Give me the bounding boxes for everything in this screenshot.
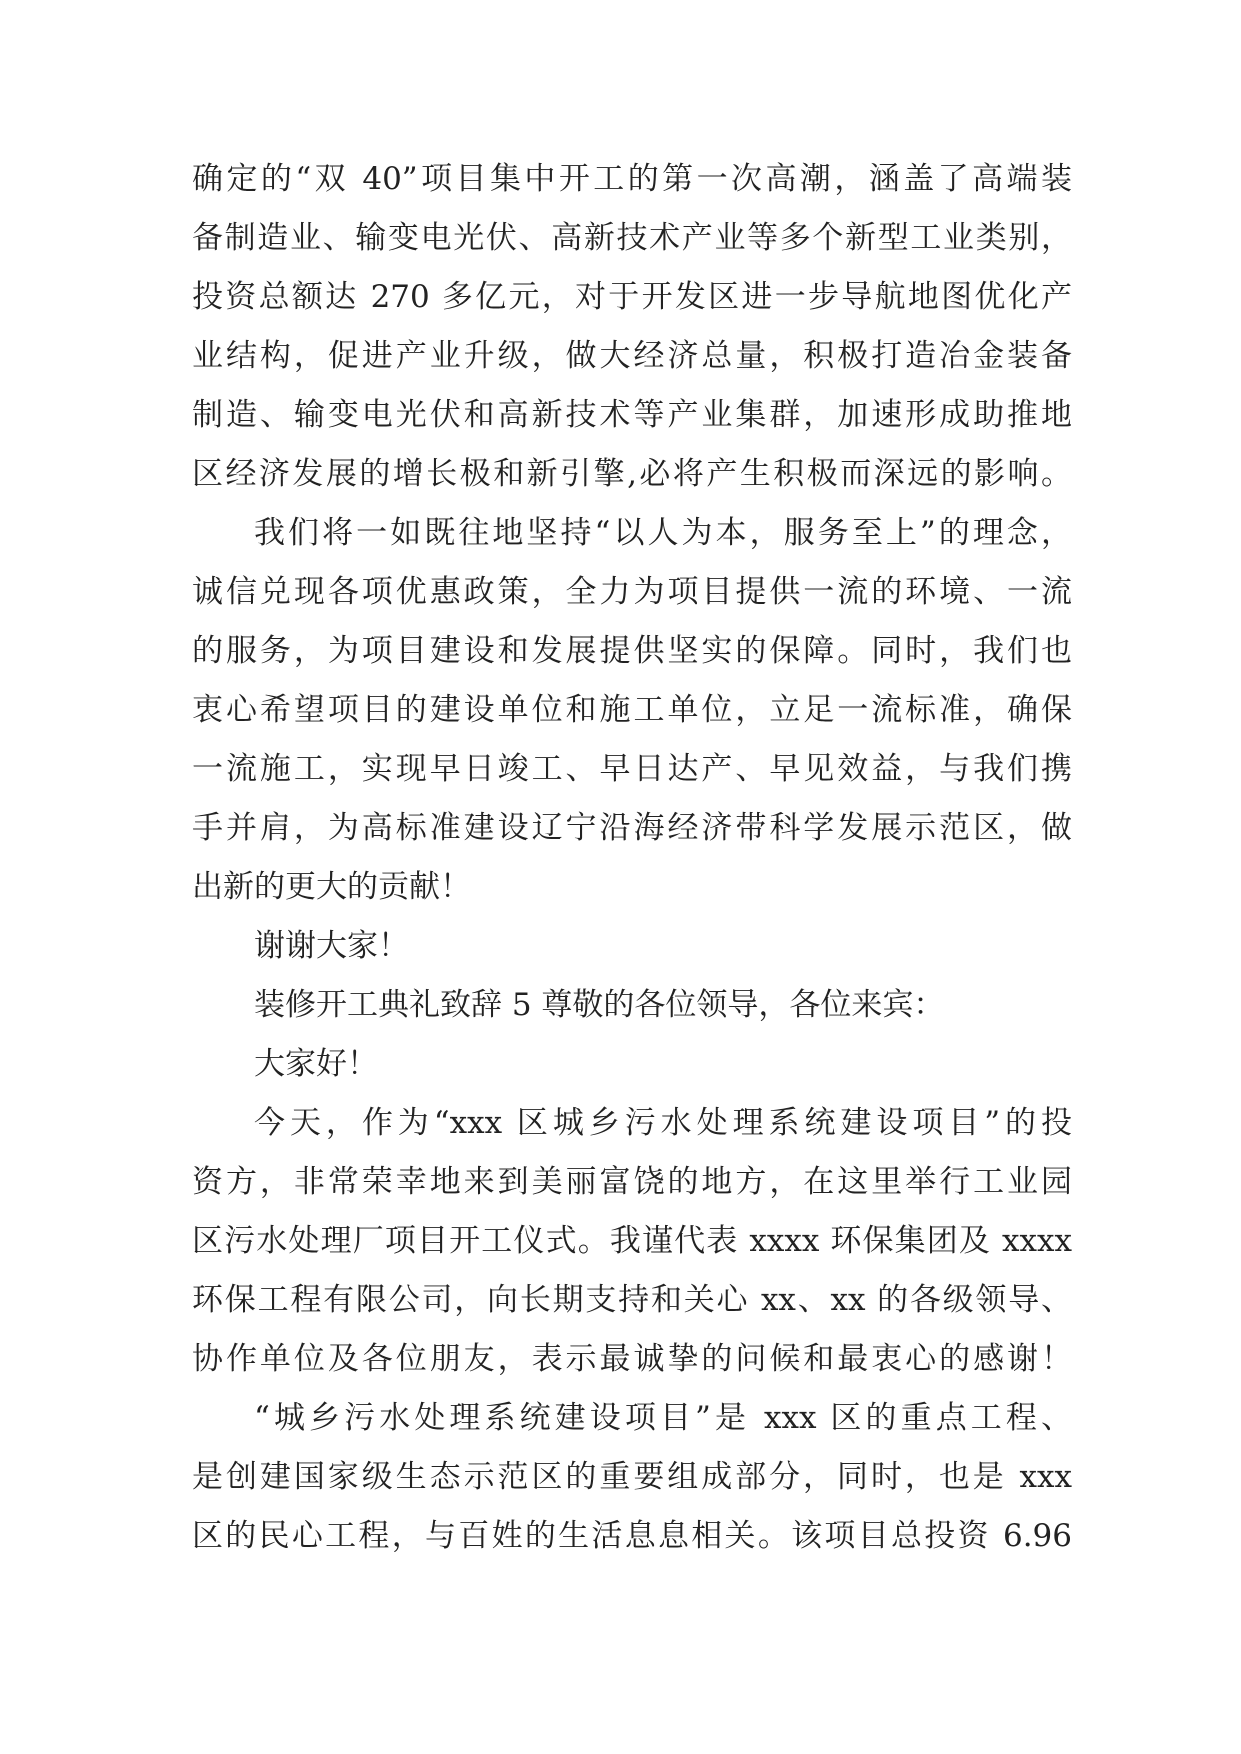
paragraph-first-line: 我们将一如既往地坚持“以人为本，服务至上”的理念， [254,515,1072,551]
text-line: 区污水处理厂项目开工仪式。我谨代表 xxxx 环保集团及 xxxx [192,1223,1072,1259]
text-line: 区的民心工程，与百姓的生活息息相关。该项目总投资 6.96 [192,1518,1072,1554]
document-body-text [192,150,1072,1566]
text-line: 诚信兑现各项优惠政策，全力为项目提供一流的环境、一流 [192,574,1072,610]
text-line: 制造、输变电光伏和高新技术等产业集群，加速形成助推地 [192,397,1072,433]
paragraph-last-line: 出新的更大的贡献！ [192,869,471,905]
salutation-line: 装修开工典礼致辞 5 尊敬的各位领导，各位来宾： [254,987,945,1023]
text-line: 衷心希望项目的建设单位和施工单位，立足一流标准，确保 [192,692,1072,728]
text-line: 环保工程有限公司，向长期支持和关心 xx、xx 的各级领导、 [192,1282,1072,1318]
text-line: 协作单位及各位朋友，表示最诚挚的问候和最衷心的感谢！ [192,1341,1072,1377]
text-line: 手并肩，为高标准建设辽宁沿海经济带科学发展示范区，做 [192,810,1072,846]
text-line: 区经济发展的增长极和新引擎,必将产生积极而深远的影响。 [192,456,1072,492]
text-line: 备制造业、输变电光伏、高新技术产业等多个新型工业类别， [192,220,1072,256]
thanks-line: 谢谢大家！ [254,928,409,964]
text-line: 一流施工，实现早日竣工、早日达产、早见效益，与我们携 [192,751,1072,787]
text-line: 资方，非常荣幸地来到美丽富饶的地方，在这里举行工业园 [192,1164,1072,1200]
text-line: 的服务，为项目建设和发展提供坚实的保障。同时，我们也 [192,633,1072,669]
text-line: 确定的“双 40”项目集中开工的第一次高潮，涵盖了高端装 [192,161,1072,197]
text-line: 投资总额达 270 多亿元，对于开发区进一步导航地图优化产 [192,279,1072,315]
paragraph-first-line: “城乡污水处理系统建设项目”是 xxx 区的重点工程、 [254,1400,1072,1436]
greeting-line: 大家好！ [254,1046,378,1082]
text-line: 是创建国家级生态示范区的重要组成部分，同时，也是 xxx [192,1459,1072,1495]
paragraph-first-line: 今天，作为“xxx 区城乡污水处理系统建设项目”的投 [254,1105,1072,1141]
text-line: 业结构，促进产业升级，做大经济总量，积极打造冶金装备 [192,338,1072,374]
